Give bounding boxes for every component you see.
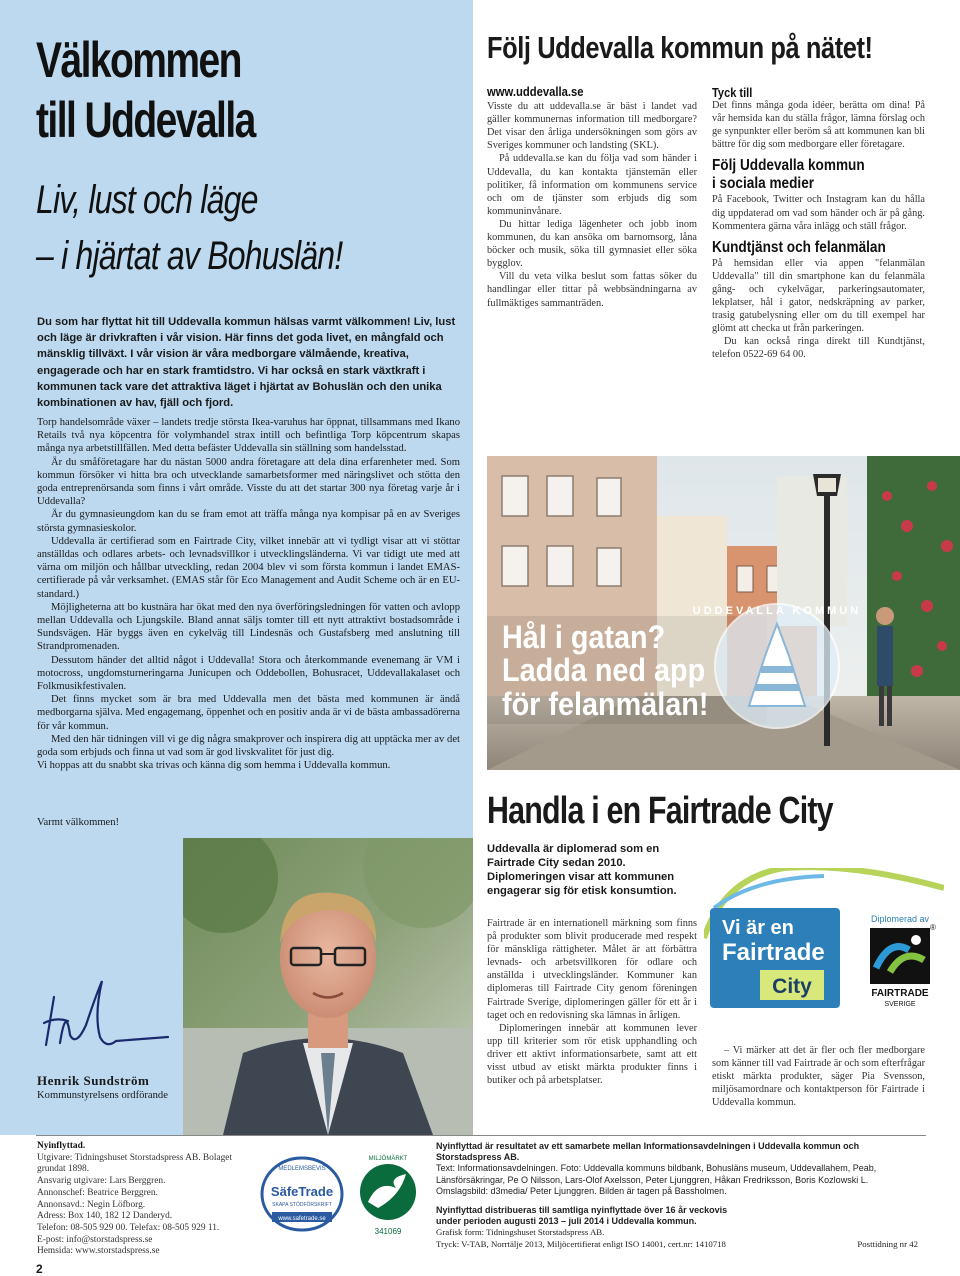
svg-text:SäfeTrade: SäfeTrade xyxy=(270,1184,334,1199)
imprint-line: Annonsavd.: Negin Löfborg. xyxy=(37,1199,146,1210)
svg-text:SKAPA STÖDFÖRSKRIFT: SKAPA STÖDFÖRSKRIFT xyxy=(272,1202,332,1208)
svg-text:Diplomerad av: Diplomerad av xyxy=(870,914,930,924)
social-media-paragraph: På Facebook, Twitter och Instagram kan du hålla dig uppdaterad om vad som händer och är på gång. Kommentera gärna våra inlägg och ställ frågor. xyxy=(712,194,925,232)
magazine-name: Nyinflyttad. xyxy=(37,1141,86,1151)
banner-line: för felanmälan! xyxy=(502,686,709,722)
svg-text:www.safetrade.se: www.safetrade.se xyxy=(278,1216,326,1222)
tyck-till-heading: Tyck till xyxy=(712,85,753,100)
credits-collaboration: Nyinflyttad är resultatet av ett samarbete mellan Informationsavdelningen i Uddevalla kommun och Storstadspress AB. xyxy=(436,1141,860,1163)
signer-role: Kommunstyrelsens ordförande xyxy=(37,1090,168,1101)
kundtjanst-paragraph: På hemsidan eller via appen "felanmälan Uddevalla" till din smartphone kan du felanmäla gång- och cykelvägar, parkeringsautomater, lekplatser, hål i gator, nedskräpning av parker, trasig gatubelysning eller om du till exempel har glömt att checka ut från parkeringen. xyxy=(712,257,925,335)
svg-text:MEDLEMSBEVIS: MEDLEMSBEVIS xyxy=(278,1166,326,1172)
contact-column xyxy=(712,86,925,362)
welcome-body xyxy=(37,416,460,772)
banner-line: Ladda ned app xyxy=(502,652,706,688)
credits-cover: Omslagsbild: d3media/ Peter Ljunggren. Bilden är tagen på Bassholmen. xyxy=(436,1185,727,1196)
signature xyxy=(36,975,176,1060)
imprint-line: Annonschef: Beatrice Berggren. xyxy=(37,1187,158,1198)
credits-photo: Text: Informationsavdelningen. Foto: Uddevalla kommuns bildbank, Bohusläns museum, Uddevallahem, Peab, Länsförsäkringar, Pe O Nilsson, Lars-Olof Axelsson, Peter Ljunggren, Håkan Fredriksson, Boris Kozlowski L. xyxy=(436,1163,877,1185)
welcome-paragraph: Uddevalla är certifierad som en Fairtrade City, vilket innebär att vi tydligt visar att vi stöttar anställdas och odlares arbets- och levnadsvillkor i utvecklingsländerna. Vi var tidigt ute med att värna om miljön och hållbar utveckling, redan 2004 blev vi som första kommun i landet EMAS-certifierade på vår verksamhet. (EMAS står för Eco Management and Audit Scheme och är en EU-standard.) xyxy=(37,535,460,600)
imprint-line: Hemsida: www.storstadspress.se xyxy=(37,1246,160,1257)
welcome-greeting: Varmt välkommen! xyxy=(37,817,120,828)
svg-text:City: City xyxy=(772,975,812,998)
distribution-line: under perioden augusti 2013 – juli 2014 i Uddevalla kommun. xyxy=(436,1216,697,1227)
kundtjanst-heading: Kundtjänst och felanmälan xyxy=(712,238,886,256)
footer-divider xyxy=(36,1135,926,1136)
welcome-lead: Du som har flyttat hit till Uddevalla kommun hälsas varmt välkommen! Liv, lust och läge är drivkraften i vår vision. Här finns det goda livet, en mångfald och mänsklig tillväxt. I vår vision är våra medborgare välmående, kreativa, engagerade och har en stark framtidstro. Vi har också en stark växtkraft i kommunen tack vare det attraktiva läget i hjärtat av Bohuslän och den unika kombinationen av hav, fjäll och fjord. xyxy=(37,316,456,410)
fairtrade-body xyxy=(487,917,697,1087)
imprint xyxy=(37,1141,257,1258)
svg-text:SVERIGE: SVERIGE xyxy=(884,1001,916,1008)
website-paragraph: Du hittar lediga lägenheter och jobb inom kommunen, du kan ansöka om barnomsorg, låna böcker och musik, söka till gymnasiet eller söka bygglov. xyxy=(487,218,697,270)
welcome-subtitle: Liv, lust och läge – i hjärtat av Bohuslän! xyxy=(36,178,343,278)
credits xyxy=(436,1141,926,1250)
signer-name: Henrik Sundström xyxy=(37,1073,150,1088)
website-column xyxy=(487,86,697,310)
imprint-line: Adress: Box 140, 182 12 Danderyd. xyxy=(37,1211,173,1222)
distribution-line: Nyinflyttad distribueras till samtliga nyinflyttade över 16 år veckovis xyxy=(436,1205,728,1216)
fairtrade-paragraph: Fairtrade är en internationell märkning som finns på produkter som blivit producerade med respekt för mänskliga rättigheter. Målet är att förbättra levnads- och arbetsvillkoren för odlare och anställda i utvecklingsländer. Kommuner kan diplomeras till Fairtrade City genom föreningen Fairtrade Sverige, diplomeringen gäller för ett år i taget och en redovisning ska lämnas in årligen. xyxy=(487,918,697,1021)
svg-text:341069: 341069 xyxy=(374,1227,402,1236)
fairtrade-lead: Uddevalla är diplomerad som en Fairtrade City sedan 2010. Diplomeringen visar att kommunen engagerar sig för etisk konsumtion. xyxy=(487,843,677,897)
welcome-title: Välkommen till Uddevalla xyxy=(36,32,255,148)
website-paragraph: På uddevalla.se kan du följa vad som händer i Uddevalla, du kan kontakta tjänstemän eller politiker, få information om kommunens service och om de tjänster som erbjuds dig som kommuninvånare. xyxy=(487,153,697,217)
fairtrade-city-logo xyxy=(704,868,944,1018)
posttidning: Posttidning nr 42 xyxy=(857,1238,918,1249)
imprint-line: Telefon: 08-505 929 00. Telefax: 08-505 929 11. xyxy=(37,1222,220,1233)
welcome-paragraph: Med den här tidningen vill vi ge dig några smakprover och inspirera dig att upptäcka mer av det goda som erbjuds och finna ut vad som är god livskvalitet för just dig. xyxy=(37,733,460,759)
fairtrade-paragraph: Diplomeringen innebär att kommunen lever upp till kriterier som rör etisk upphandling och driver ett aktivt informationsarbete, samt att ett visst utbud av etiskt märkta produkter finns i butiker och på arbetsplatser. xyxy=(487,1022,697,1087)
print-info: Tryck: V-TAB, Norrtälje 2013, Miljöcertifierat enligt ISO 14001, cert.nr: 1410718 xyxy=(436,1238,726,1249)
welcome-paragraph: Det finns mycket som är bra med Uddevalla men det bästa med kommunen är ändå medborgarna själva. Med engagemang, öppenhet och en positiv anda är vi de bästa ambassadörerna för vår kommun. xyxy=(37,694,460,732)
welcome-closing: Vi hoppas att du snabbt ska trivas och känna dig som hemma i Uddevalla kommun. xyxy=(37,760,391,772)
fairtrade-mark-icon xyxy=(870,928,930,984)
banner-line: Hål i gatan? xyxy=(502,619,666,655)
website-paragraph: Vill du veta vilka beslut som fattas söker du handlingar eller tittar på webbsändningarna av fullmäktiges sammanträden. xyxy=(487,271,697,309)
badge-text: UDDEVALLA KOMMUN xyxy=(692,605,862,617)
portrait-photo xyxy=(183,838,473,1135)
social-media-heading: Följ Uddevalla kommun i sociala medier xyxy=(712,157,865,193)
svg-text:Vi är en: Vi är en xyxy=(722,917,794,939)
imprint-line: E-post: info@storstadspress.se xyxy=(37,1234,153,1245)
fairtrade-title: Handla i en Fairtrade City xyxy=(487,790,833,832)
kundtjanst-phone: Du kan också ringa direkt till Kundtjänst, telefon 0522-69 64 00. xyxy=(712,336,925,361)
website-paragraph: Visste du att uddevalla.se är bäst i landet vad gäller kommunernas information till medborgare? Det visar den årliga undersökningen som görs av Sveriges kommuner och landsting (SKL). xyxy=(487,101,697,152)
welcome-paragraph: Torp handelsområde växer – landets tredje största Ikea-varuhus har öppnat, tillsammans med Ikano Retails två nya köpcentra för volymhandel strax intill och befintliga Torp köpcentrum skapas många nya arbetstillfällen. Med detta befäster Uddevalla sin ställning som handelsstad. xyxy=(37,417,460,455)
certification-logos xyxy=(260,1150,420,1240)
svg-text:Fairtrade: Fairtrade xyxy=(722,939,825,966)
fairtrade-quote: – Vi märker att det är fler och fler medborgare som känner till vad Fairtrade är och som efterfrågar etiskt märkta produkter, säger Pia Svensson, miljösamordnare och kontaktperson för Fairtrade i Uddevalla kommun. xyxy=(712,1045,925,1109)
welcome-paragraph: Möjligheterna att bo kustnära har ökat med den nya överföringsledningen för vatten och avlopp mellan Uddevalla och Ljungskile. Bland annat säljs tomter till ett nytt attraktivt bostadsområde i Sundsvägen. Här byggs även en cykelväg till Lindesnäs och Gustafsberg med anslutning till Strandpromenaden. xyxy=(37,601,460,653)
website-heading: www.uddevalla.se xyxy=(487,85,584,99)
svg-text:FAIRTRADE: FAIRTRADE xyxy=(871,988,929,999)
svg-text:MILJÖMÄRKT: MILJÖMÄRKT xyxy=(368,1156,408,1162)
follow-title: Följ Uddevalla kommun på nätet! xyxy=(487,30,873,65)
svg-text:®: ® xyxy=(930,923,936,932)
graphic-design: Grafisk form: Tidningshuset Storstadspress AB. xyxy=(436,1227,605,1238)
welcome-paragraph: Är du gymnasieungdom kan du se fram emot att träffa många nya kompisar på en av Sveriges största gymnasieskolor. xyxy=(37,509,460,534)
welcome-paragraph: Dessutom händer det alltid något i Uddevalla! Stora och återkommande evenemang är VM i motocross, ungdomsturneringarna Junicupen och Oddebollen, Bohusracet, Uddevallakalaset och Folkmusikfestivalen. xyxy=(37,654,460,693)
tyck-till-paragraph: Det finns många goda idéer, berätta om dina! På vår hemsida kan du ställa frågor, lämna förslag och ge synpunkter eller beröm så att kommunen kan bli bättre för dig som medborgare eller företagare. xyxy=(712,100,925,151)
imprint-line: Ansvarig utgivare: Lars Berggren. xyxy=(37,1176,166,1187)
nordic-swan-ecolabel-icon xyxy=(360,1155,416,1236)
page-number: 2 xyxy=(36,1262,43,1276)
welcome-paragraph: Är du småföretagare har du nästan 5000 andra företagare att dela dina erfarenheter med. Som kommun försöker vi hitta bra och utvecklande samarbetsformer med näringslivet och stötta den goda entreprenörsanda som finns i vårt område. Visste du att det startar 300 nya företag varje år i Uddevalla? xyxy=(37,456,460,508)
safetrade-badge-icon xyxy=(262,1158,342,1230)
imprint-line: Utgivare: Tidningshuset Storstadspress AB. Bolaget grundat 1898. xyxy=(37,1152,233,1175)
